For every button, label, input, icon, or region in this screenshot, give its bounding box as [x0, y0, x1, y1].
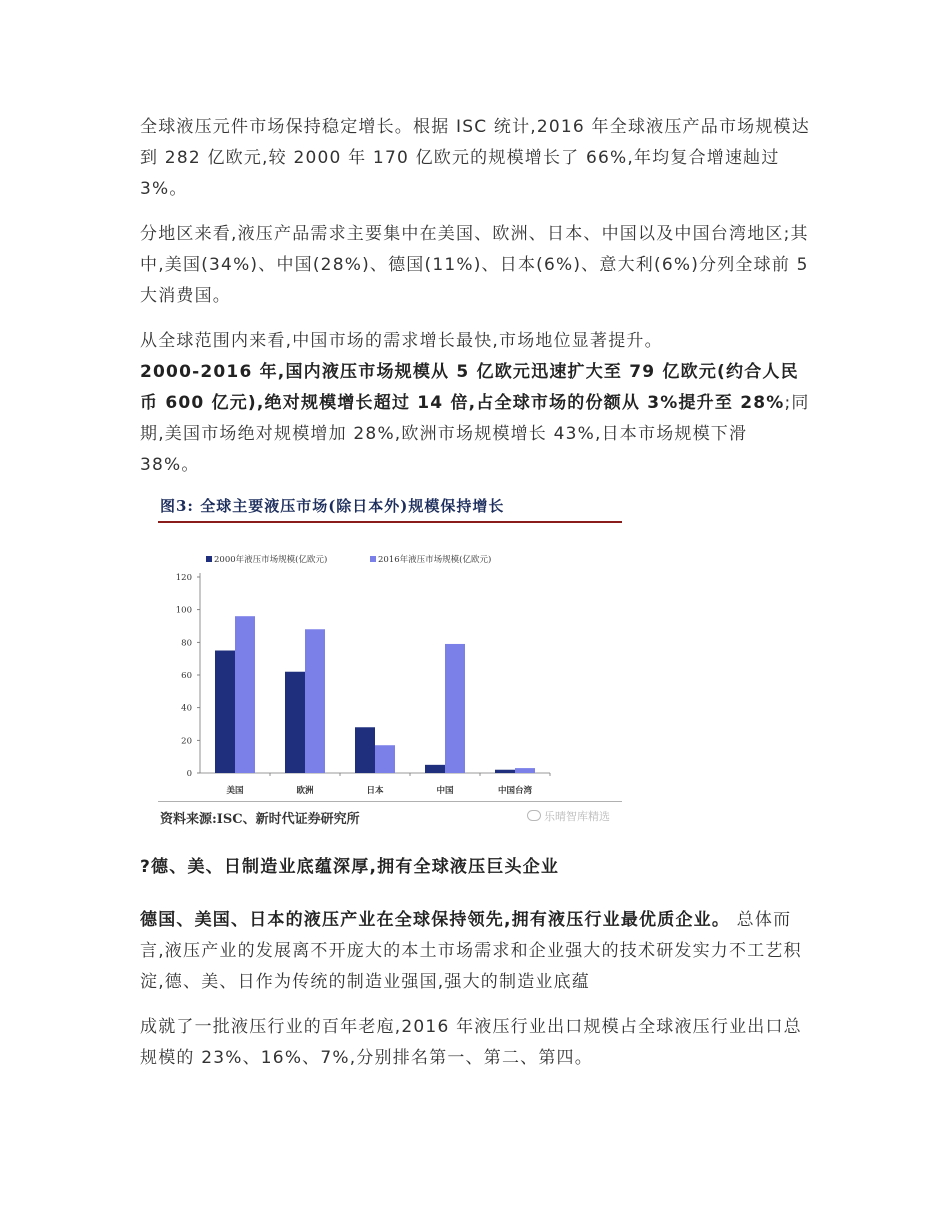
y-tick-label: 80 [181, 638, 192, 649]
watermark-icon [527, 810, 541, 821]
bar-1-3 [355, 727, 375, 773]
section-heading: ?德、美、日制造业底蕴深厚,拥有全球液压巨头企业 [140, 857, 560, 877]
x-tick-label: 美国 [226, 786, 244, 796]
bar-1-1 [215, 651, 235, 774]
figure-title-bar [158, 495, 622, 523]
paragraph-export-share: 成就了一批液压行业的百年老庖,2016 年液压行业出口规模占全球液压行业出口总规模的 23%、16%、7%,分别排名第一、第二、第四。 [140, 1017, 802, 1068]
paragraph-china-scale-bold: 2000-2016 年,国内液压市场规模从 5 亿欧元迅速扩大至 79 亿欧元(约合人民币 600 亿元),绝对规模增长超过 14 倍,占全球市场的份额从 3%提升至 28% [140, 362, 799, 413]
paragraph-china-scale-rest: ;同期,美国市场绝对规模增加 28%,欧洲市场规模增长 43%,日本市场规模下滑 38%。 [140, 393, 810, 475]
bar-chart [158, 535, 622, 799]
y-tick-label: 20 [181, 736, 192, 747]
x-tick-label: 欧洲 [296, 786, 314, 796]
bar-2-5 [515, 768, 535, 773]
x-tick-label: 中国 [436, 786, 454, 796]
paragraph-leading-countries-bold: 德国、美国、日本的液压产业在全球保持领先,拥有液压行业最优质企业。 [140, 910, 731, 930]
legend-swatch-2 [370, 556, 376, 562]
document-page [140, 112, 812, 1074]
legend-label-2: 2016年液压市场规模(亿欧元) [378, 555, 492, 565]
y-tick-label: 60 [181, 671, 192, 681]
bar-1-4 [425, 765, 445, 773]
y-tick-label: 40 [181, 703, 192, 714]
figure-title: 图3: 全球主要液压市场(除日本外)规模保持增长 [160, 497, 505, 515]
y-tick-label: 120 [175, 573, 192, 583]
watermark-text: 乐晴智库精选 [544, 810, 610, 823]
bar-2-1 [235, 616, 255, 773]
paragraph-leading-countries-rest: 总体而言,液压产业的发展离不开庞大的本土市场需求和企业强大的技术研发实力不工艺积淀,德、美、日作为传统的制造业强国,强大的制造业底蕴 [140, 910, 802, 992]
paragraph-leading-countries [140, 905, 812, 998]
x-tick-label: 日本 [366, 786, 384, 796]
watermark [527, 808, 610, 824]
paragraph-china-growth: 从全球范围内来看,中国市场的需求增长最快,市场地位显著提升。 [140, 331, 663, 351]
figure-market-chart [158, 495, 622, 832]
bar-1-5 [495, 770, 515, 773]
bar-2-3 [375, 745, 395, 773]
bar-2-4 [445, 644, 465, 773]
bar-2-2 [305, 629, 325, 773]
legend-swatch-1 [206, 556, 212, 562]
y-tick-label: 100 [175, 605, 192, 616]
x-tick-label: 中国台湾 [497, 786, 533, 796]
figure-source-bar [158, 801, 622, 832]
figure-source: 资料来源:ISC、新时代证券研究所 [160, 812, 360, 827]
paragraph-regional-demand: 分地区来看,液压产品需求主要集中在美国、欧洲、日本、中国以及中国台湾地区;其中,美国(34%)、中国(28%)、德国(11%)、日本(6%)、意大利(6%)分列全球前 5 大消费国。 [140, 224, 809, 306]
y-tick-label: 0 [186, 769, 192, 779]
legend-label-1: 2000年液压市场规模(亿欧元) [214, 555, 328, 565]
paragraph-market-growth: 全球液压元件市场保持稳定增长。根据 ISC 统计,2016 年全球液压产品市场规模达到 282 亿欧元,较 2000 年 170 亿欧元的规模增长了 66%,年均复合增速赸过 3%。 [140, 117, 810, 199]
bar-1-2 [285, 672, 305, 773]
paragraph-china-scale [140, 357, 812, 481]
